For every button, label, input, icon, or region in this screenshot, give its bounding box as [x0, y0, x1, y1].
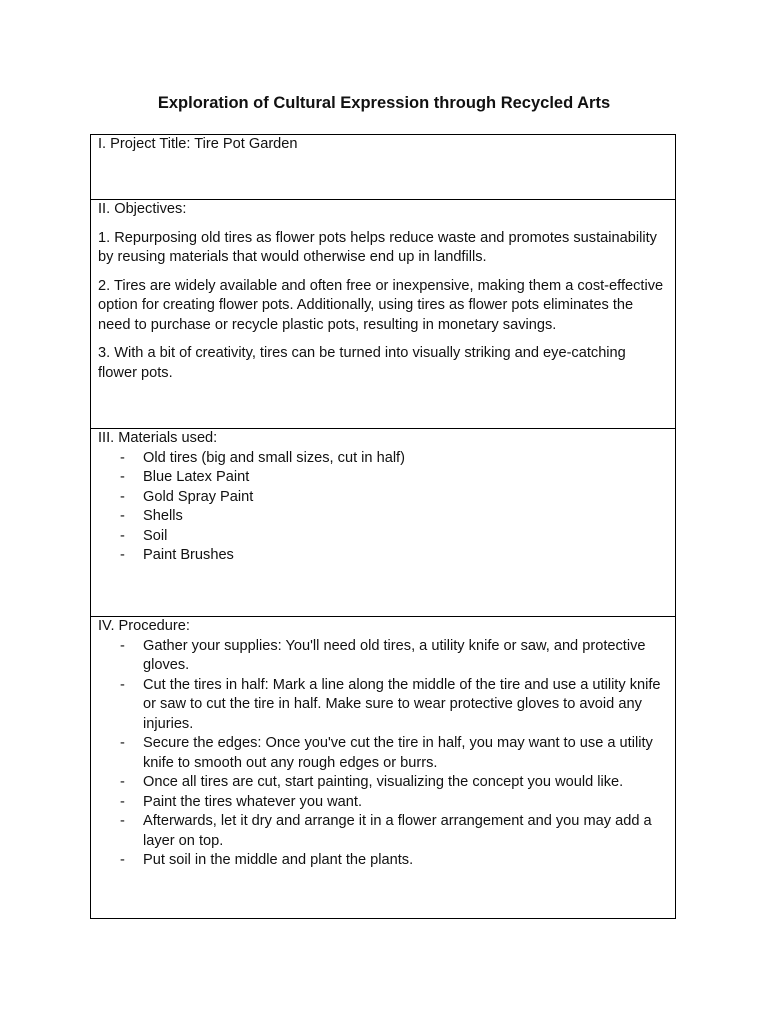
list-item	[98, 488, 668, 508]
materials-section	[91, 428, 675, 616]
procedure-list	[98, 637, 668, 871]
objective-item: 1. Repurposing old tires as flower pots helps reduce waste and promotes sustainability by reusing materials that would otherwise end up in landfills.	[98, 229, 657, 265]
list-item	[98, 468, 668, 488]
procedure-step-text: Put soil in the middle and plant the plants.	[143, 852, 414, 868]
procedure-section	[91, 616, 675, 918]
project-title-section	[91, 135, 675, 199]
list-item	[98, 773, 668, 793]
procedure-step-text: Cut the tires in half: Mark a line along the middle of the tire and use a utility knife or saw to cut the tire in half. Make sure to wear protective gloves to avoid any injuries.	[143, 676, 661, 732]
list-item	[98, 812, 668, 851]
dash-bullet: -	[120, 488, 125, 505]
objectives-heading: II. Objectives:	[98, 201, 187, 217]
project-title-text: I. Project Title: Tire Pot Garden	[98, 136, 298, 152]
list-item	[98, 734, 668, 773]
dash-bullet: -	[120, 449, 125, 466]
list-item	[98, 527, 668, 547]
list-item	[98, 637, 668, 676]
dash-bullet: -	[120, 735, 125, 751]
list-item	[98, 449, 668, 469]
dash-bullet: -	[120, 774, 125, 790]
dash-bullet: -	[120, 508, 125, 524]
dash-bullet: -	[120, 547, 125, 563]
procedure-step-text: Afterwards, let it dry and arrange it in a flower arrangement and you may add a layer on top.	[143, 813, 652, 849]
document-title: Exploration of Cultural Expression through Recycled Arts	[157, 94, 611, 112]
objective-item: 3. With a bit of creativity, tires can be turned into visually striking and eye-catching flower pots.	[98, 345, 626, 381]
dash-bullet: -	[120, 852, 125, 868]
list-item	[98, 793, 668, 813]
materials-list	[98, 449, 668, 566]
procedure-step-text: Once all tires are cut, start painting, visualizing the concept you would like.	[143, 774, 624, 790]
material-item-text: Shells	[143, 508, 183, 524]
dash-bullet: -	[120, 676, 125, 693]
dash-bullet: -	[120, 793, 125, 810]
list-item	[98, 851, 668, 871]
procedure-step-text: Secure the edges: Once you've cut the tire in half, you may want to use a utility knife to smooth out any rough edges or burrs.	[143, 735, 653, 771]
dash-bullet: -	[120, 469, 125, 485]
procedure-heading: IV. Procedure:	[98, 618, 190, 634]
dash-bullet: -	[120, 813, 125, 829]
list-item	[98, 507, 668, 527]
project-table	[90, 134, 676, 919]
dash-bullet: -	[120, 637, 125, 654]
list-item	[98, 676, 668, 735]
objective-item: 2. Tires are widely available and often free or inexpensive, making them a cost-effective option for creating flower pots. Additionally, using tires as flower pots eliminates the need to purchase or recycle plastic pots, resulting in monetary savings.	[98, 277, 664, 333]
material-item-text: Paint Brushes	[143, 547, 234, 563]
objectives-section	[91, 199, 675, 428]
material-item-text: Gold Spray Paint	[143, 488, 254, 505]
procedure-step-text: Gather your supplies: You'll need old tires, a utility knife or saw, and protective gloves.	[143, 637, 646, 673]
dash-bullet: -	[120, 527, 125, 544]
material-item-text: Old tires (big and small sizes, cut in half)	[143, 449, 405, 466]
materials-heading: III. Materials used:	[98, 430, 218, 446]
procedure-step-text: Paint the tires whatever you want.	[143, 793, 363, 810]
list-item	[98, 546, 668, 566]
material-item-text: Soil	[143, 527, 168, 544]
material-item-text: Blue Latex Paint	[143, 469, 250, 485]
